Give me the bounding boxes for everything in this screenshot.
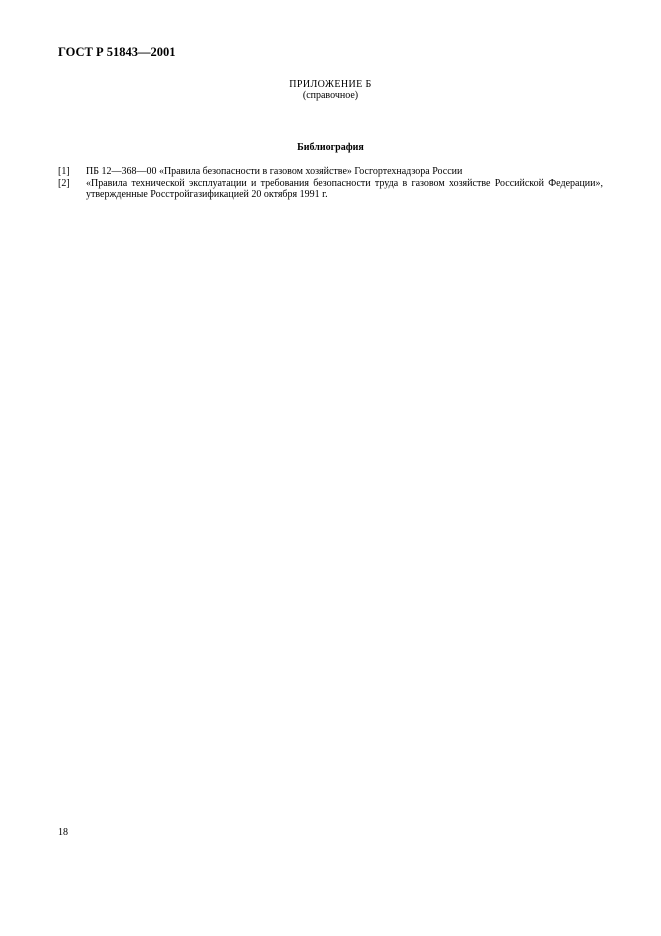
bibliography-item-number: [1] bbox=[58, 166, 70, 177]
bibliography-item-number: [2] bbox=[58, 177, 70, 189]
bibliography-list bbox=[58, 166, 603, 201]
annex-subtitle: (справочное) bbox=[302, 90, 359, 101]
page-number: 18 bbox=[58, 827, 68, 838]
bibliography-item-1 bbox=[58, 166, 603, 178]
bibliography-item-text: ПБ 12—368—00 «Правила безопасности в газовом хозяйстве» Госгортехнадзора России bbox=[86, 166, 463, 177]
bibliography-title: Библиография bbox=[297, 142, 364, 153]
annex-heading bbox=[0, 79, 661, 101]
annex-title: ПРИЛОЖЕНИЕ Б bbox=[289, 79, 372, 90]
bibliography-item-text: «Правила технической эксплуатации и требования безопасности труда в газовом хозяйстве Российской Федерации», утвержденные Росстройгазификацией 20 октября 1991 г. bbox=[86, 177, 603, 200]
document-code: ГОСТ Р 51843—2001 bbox=[58, 45, 176, 59]
bibliography-item-2 bbox=[58, 178, 603, 201]
